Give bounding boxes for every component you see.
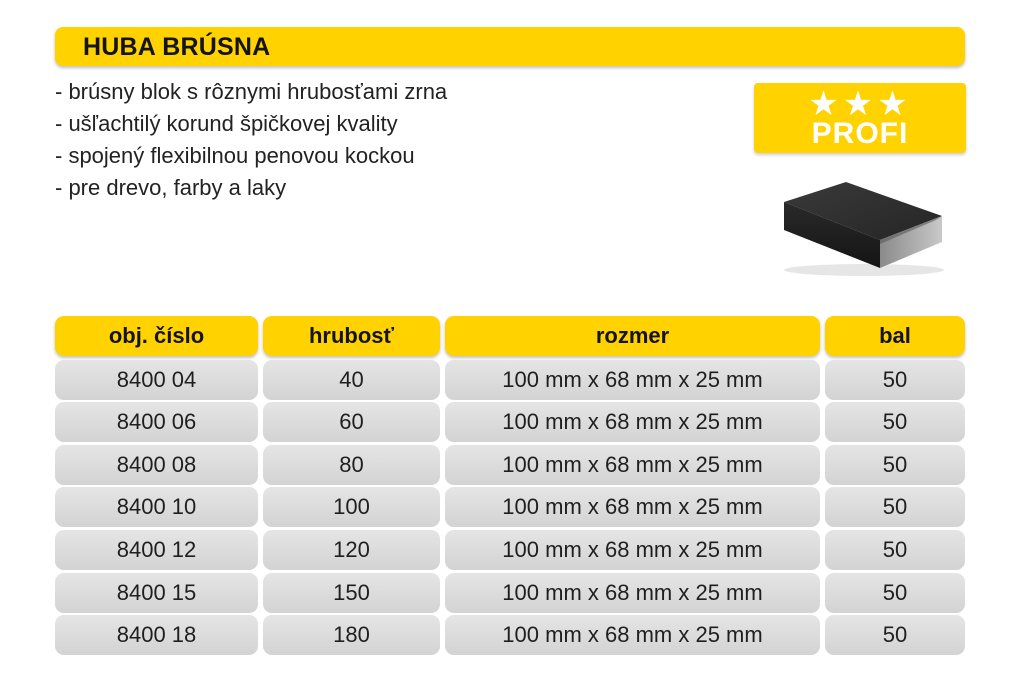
cell-hrubost: 180	[263, 615, 440, 655]
cell-hrubost: 150	[263, 573, 440, 613]
header-hrubost: hrubosť	[263, 316, 440, 356]
cell-bal: 50	[825, 530, 965, 570]
cell-bal: 50	[825, 360, 965, 400]
title-bar	[55, 27, 965, 66]
cell-rozmer: 100 mm x 68 mm x 25 mm	[445, 360, 820, 400]
cell-rozmer: 100 mm x 68 mm x 25 mm	[445, 615, 820, 655]
cell-hrubost: 40	[263, 360, 440, 400]
cell-bal: 50	[825, 615, 965, 655]
cell-rozmer: 100 mm x 68 mm x 25 mm	[445, 487, 820, 527]
header-rozmer: rozmer	[445, 316, 820, 356]
star-rating-icon: ★★★	[808, 85, 912, 123]
feature-item: - spojený flexibilnou penovou kockou	[55, 143, 415, 168]
cell-obj-cislo: 8400 04	[55, 360, 258, 400]
cell-obj-cislo: 8400 08	[55, 445, 258, 485]
cell-bal: 50	[825, 445, 965, 485]
cell-obj-cislo: 8400 10	[55, 487, 258, 527]
cell-hrubost: 120	[263, 530, 440, 570]
profi-badge	[754, 83, 966, 153]
sanding-sponge-image	[776, 180, 946, 280]
cell-hrubost: 100	[263, 487, 440, 527]
badge-label: PROFI	[811, 117, 909, 150]
cell-obj-cislo: 8400 15	[55, 573, 258, 613]
cell-rozmer: 100 mm x 68 mm x 25 mm	[445, 573, 820, 613]
feature-item: - pre drevo, farby a laky	[55, 175, 287, 200]
cell-obj-cislo: 8400 12	[55, 530, 258, 570]
cell-hrubost: 80	[263, 445, 440, 485]
cell-obj-cislo: 8400 06	[55, 402, 258, 442]
header-obj-cislo: obj. číslo	[55, 316, 258, 356]
cell-bal: 50	[825, 402, 965, 442]
cell-obj-cislo: 8400 18	[55, 615, 258, 655]
cell-bal: 50	[825, 573, 965, 613]
header-bal: bal	[825, 316, 965, 356]
page-title: HUBA BRÚSNA	[83, 33, 271, 61]
feature-item: - brúsny blok s rôznymi hrubosťami zrna	[55, 79, 448, 104]
cell-rozmer: 100 mm x 68 mm x 25 mm	[445, 445, 820, 485]
feature-item: - ušľachtilý korund špičkovej kvality	[55, 111, 398, 136]
cell-bal: 50	[825, 487, 965, 527]
feature-list	[55, 76, 447, 204]
cell-rozmer: 100 mm x 68 mm x 25 mm	[445, 530, 820, 570]
cell-hrubost: 60	[263, 402, 440, 442]
cell-rozmer: 100 mm x 68 mm x 25 mm	[445, 402, 820, 442]
